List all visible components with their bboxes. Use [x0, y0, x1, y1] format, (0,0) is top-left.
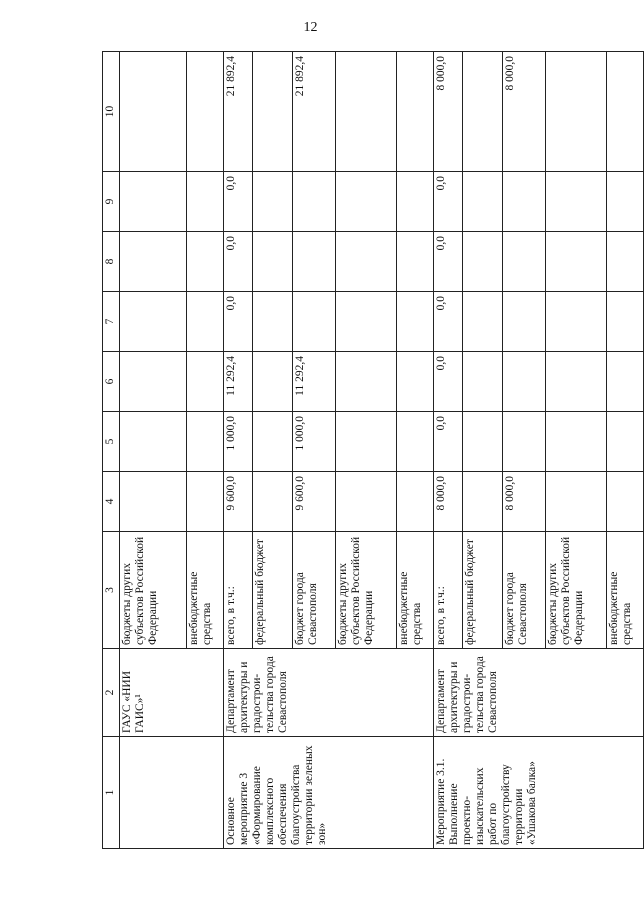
value-cell: 8 000,0 [503, 472, 546, 532]
source-label: федеральный бюджет [463, 532, 503, 649]
col-number: 6 [103, 352, 120, 412]
measure-name-cell: Мероприятие 3.1. Выполнение проектно-изыскательских работ по благоустройству территории «Ушакова балка» [434, 737, 644, 849]
source-label: бюджеты других субъектов Российской Федерации [120, 532, 187, 649]
value-cell: 11 292,4 [224, 352, 253, 412]
source-label: бюджет города Севастополя [503, 532, 546, 649]
col-number: 4 [103, 472, 120, 532]
value-cell: 0,0 [434, 412, 463, 472]
table-row [434, 52, 463, 849]
value-cell: 9 600,0 [224, 472, 253, 532]
value-cell: 0,0 [434, 232, 463, 292]
source-label: бюджет города Севастополя [293, 532, 336, 649]
value-cell: 8 000,0 [503, 52, 546, 172]
page-number: 12 [303, 20, 318, 35]
executor-cell: Департамент архитектуры и градострои-тельства города Севастополя [224, 649, 434, 737]
col-number: 10 [103, 52, 120, 172]
rotated-table-wrapper [102, 52, 633, 849]
value-cell: 8 000,0 [434, 472, 463, 532]
value-cell: 0,0 [434, 292, 463, 352]
col-number: 2 [103, 649, 120, 737]
value-cell: 0,0 [224, 292, 253, 352]
measure-name-cell: Основное мероприятие 3 «Формирование комплексного обеспечения благоустройства территории зеленых зон» [224, 737, 434, 849]
value-cell: 11 292,4 [293, 352, 336, 412]
col-number: 5 [103, 412, 120, 472]
value-cell: 21 892,4 [224, 52, 253, 172]
column-number-row [103, 52, 120, 849]
executor-cell: ГАУС «НИИ ГАИС»¹ [120, 649, 224, 737]
value-cell: 21 892,4 [293, 52, 336, 172]
value-cell: 0,0 [434, 172, 463, 232]
col-number: 7 [103, 292, 120, 352]
source-label: всего, в т.ч.: [224, 532, 253, 649]
source-label: внебюджетные средства [187, 532, 224, 649]
source-label: бюджеты других субъектов Российской Федерации [336, 532, 397, 649]
source-label: всего, в т.ч.: [434, 532, 463, 649]
source-label: внебюджетные средства [397, 532, 434, 649]
table-row [224, 52, 253, 849]
value-cell: 0,0 [224, 232, 253, 292]
value-cell: 0,0 [434, 352, 463, 412]
value-cell: 0,0 [224, 172, 253, 232]
table-row [120, 52, 187, 849]
source-label: бюджеты других субъектов Российской Федерации [546, 532, 607, 649]
source-label: федеральный бюджет [253, 532, 293, 649]
source-label: внебюджетные средства [607, 532, 644, 649]
executor-cell: Департамент архитектуры и градострои-тельства города Севастополя [434, 649, 644, 737]
value-cell: 9 600,0 [293, 472, 336, 532]
value-cell: 8 000,0 [434, 52, 463, 172]
value-cell: 1 000,0 [224, 412, 253, 472]
col-number: 8 [103, 232, 120, 292]
financing-table [102, 51, 644, 849]
col-number: 3 [103, 532, 120, 649]
measure-name-cell [120, 737, 224, 849]
value-cell: 1 000,0 [293, 412, 336, 472]
col-number: 1 [103, 737, 120, 849]
col-number: 9 [103, 172, 120, 232]
